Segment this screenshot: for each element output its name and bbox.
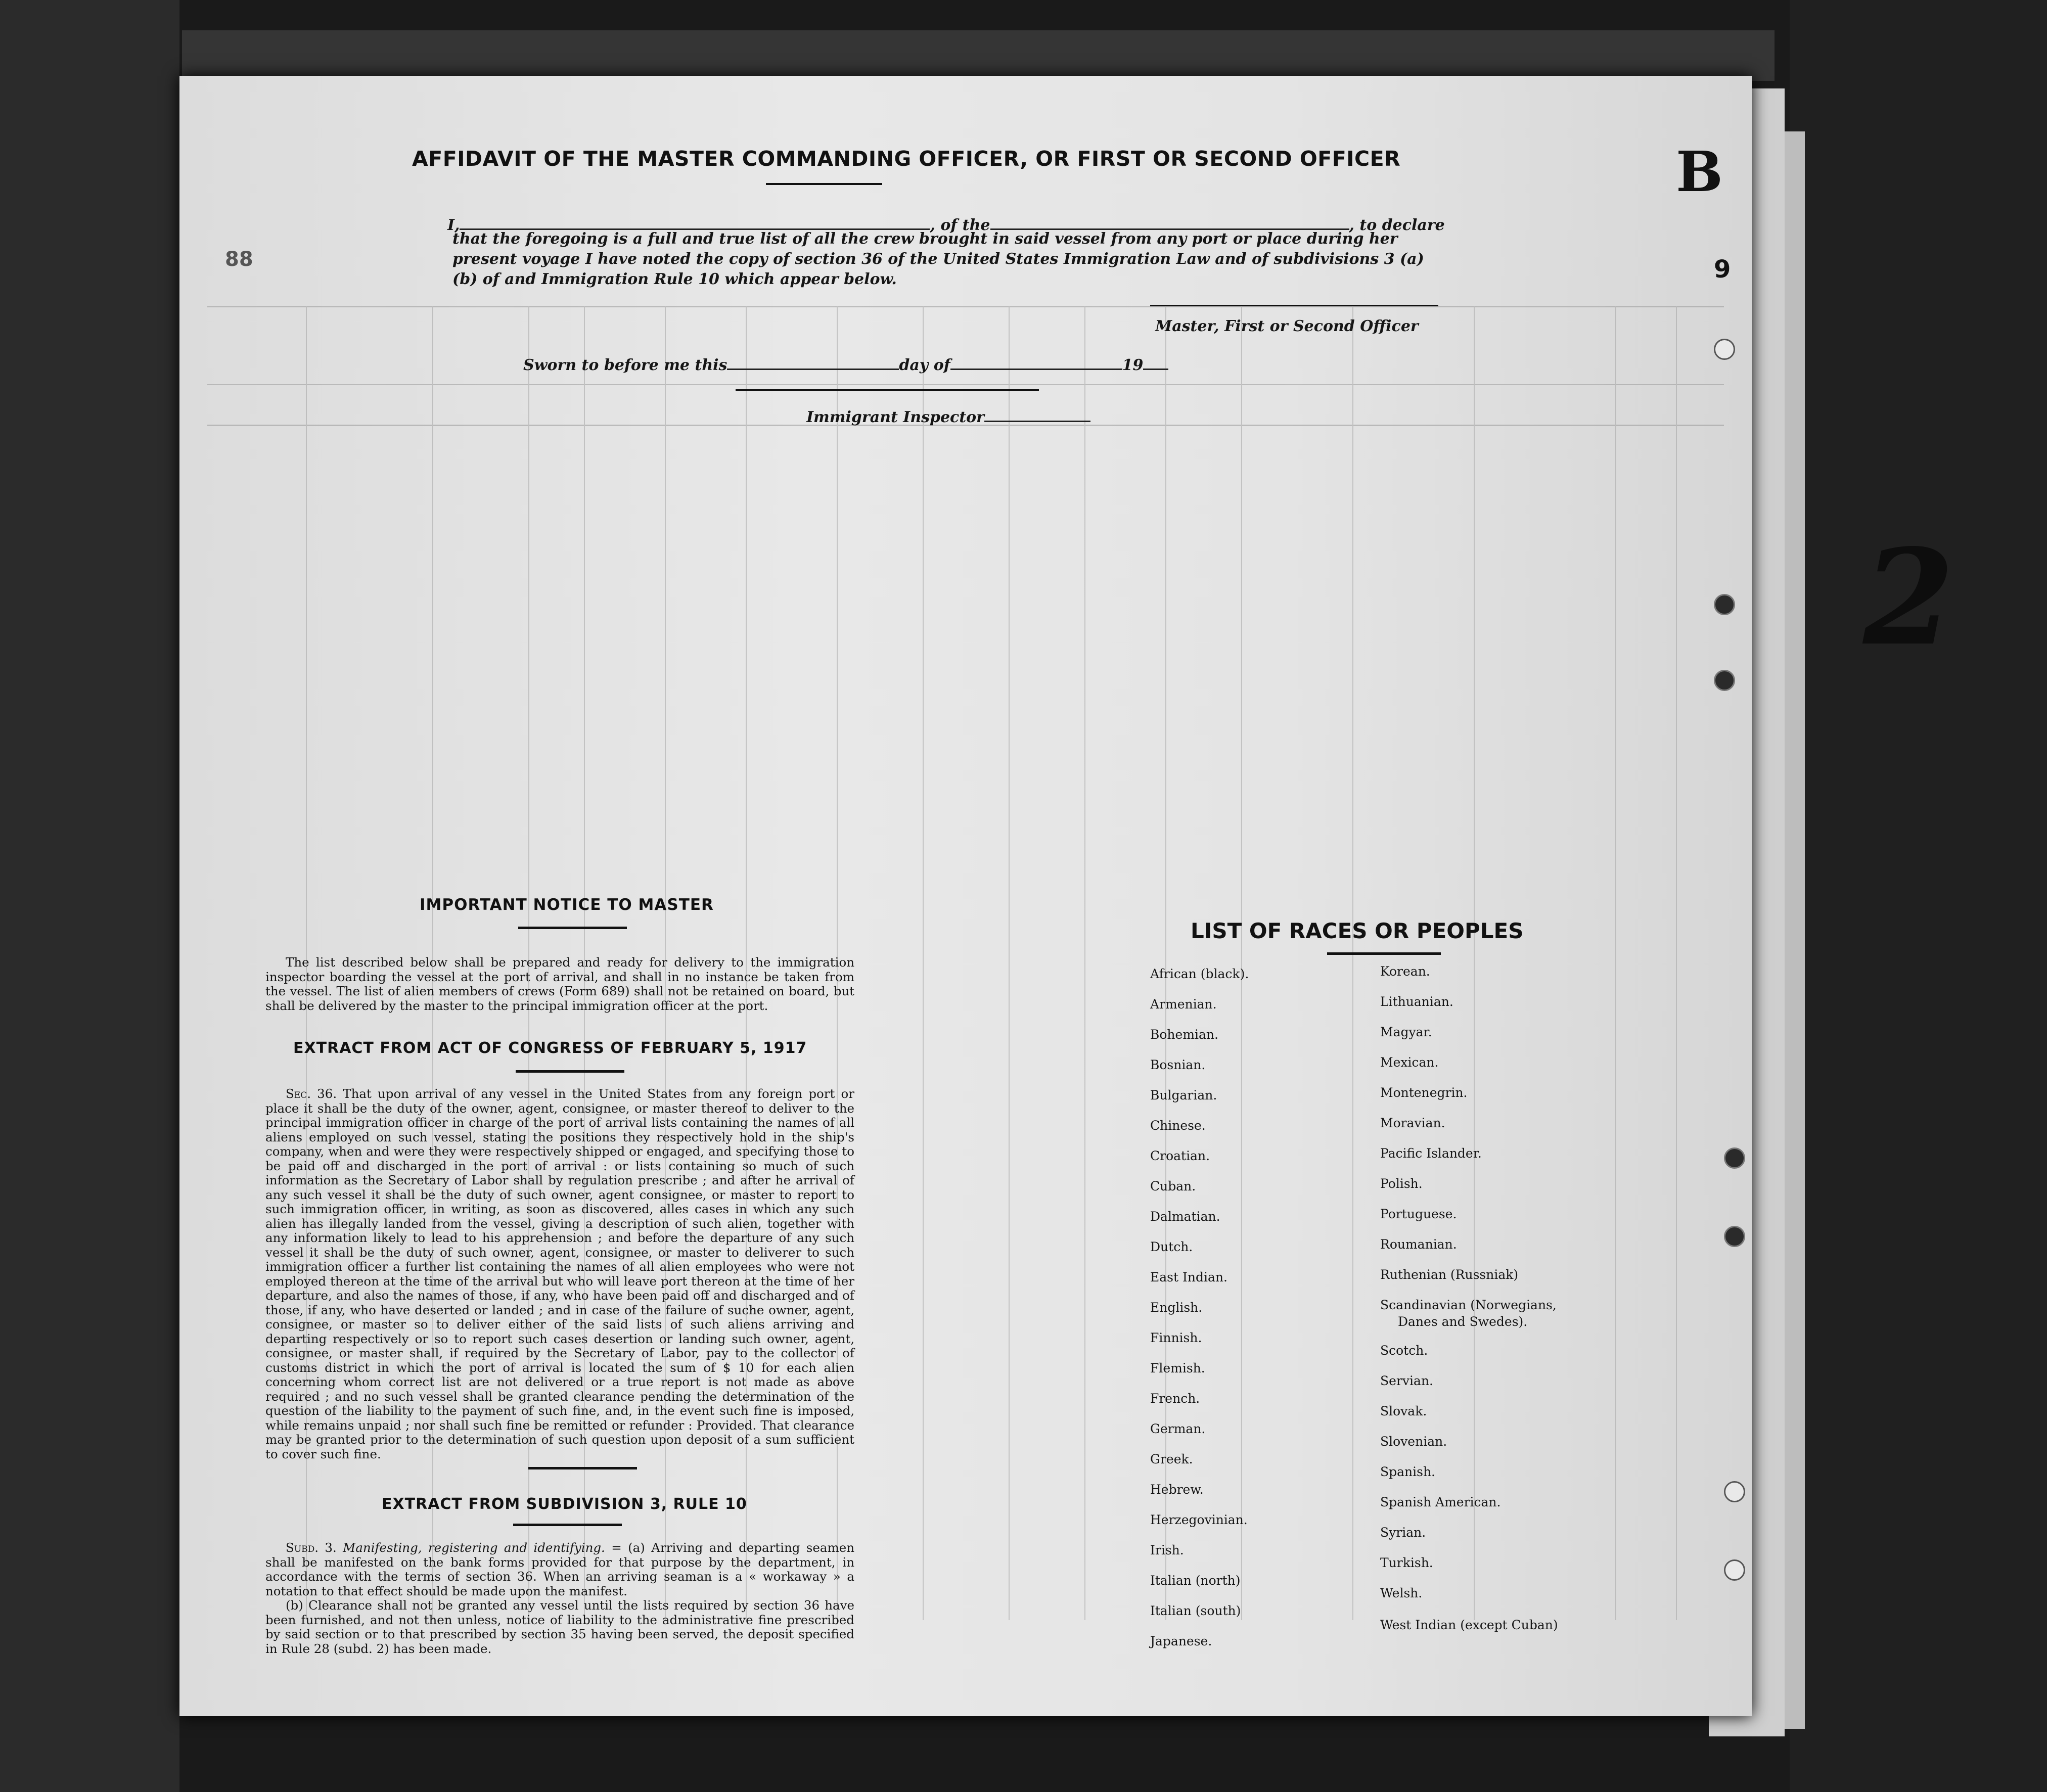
sworn-year-field[interactable] xyxy=(1143,369,1168,370)
corner-letter-stamp: B xyxy=(1676,139,1723,204)
act-paragraph xyxy=(265,1087,854,1461)
race-item: Servian. xyxy=(1380,1373,1433,1388)
handwritten-number: 2 xyxy=(1863,521,1954,675)
race-item: Italian (south) xyxy=(1150,1603,1241,1618)
race-item: Pacific Islander. xyxy=(1380,1146,1482,1161)
sec-36-label: Sec. 36. xyxy=(286,1086,337,1101)
race-item: Herzegovinian. xyxy=(1150,1512,1248,1527)
sworn-day-field[interactable] xyxy=(727,369,899,370)
inspector-line xyxy=(806,408,1090,426)
race-item: Korean. xyxy=(1380,964,1430,979)
race-item: Chinese. xyxy=(1150,1118,1206,1133)
scanner-bed-left xyxy=(0,0,179,1792)
binder-hole xyxy=(1714,670,1735,691)
race-item: Slovak. xyxy=(1380,1404,1427,1418)
scanner-bed-right xyxy=(1790,0,2047,1792)
races-title: LIST OF RACES OR PEOPLES xyxy=(1191,918,1524,943)
race-item: Greek. xyxy=(1150,1452,1193,1466)
sec-36-text: That upon arrival of any vessel in the United States from any foreign port or place it shall be the duty of the owner, agent, consignee, or master thereof to deliver to the principal immigration officer in charge of the port of arrival lists containing the names of all aliens employed on such vessel, stating the positions they respectively hold in the ship's company, when and were they were respectively shipped or engaged, and specifying those to be paid off and discharged in the port of arrival : or lists containing so much of such information as the Secretary of Labor shall by regulation prescribe ; and after he arrival of any such vessel it shall be the duty of such owner, agent consignee, or master to report to such immigration officer, in writing, as soon as discovered, alles cases in which any such alien has illegally landed from the vessel, giving a description of such alien, together with any information likely to lead to his apprehension ; and before the departure of any such vessel it shall be the duty of such owner, agent, consignee, or master to deliverer to such immigration officer a further list containing the names of all alien employees who were not employed thereon at the time of the arrival but who will leave port thereon at the time of her departure, and also the names of those, if any, who have been paid off and discharged and of those, if any, who have deserted or landed ; and in case of the failure of suche owner, agent, consignee, or master so to deliver either of the said lists of such aliens arriving and departing respectively or so to report such cases desertion or landing such owner, agent, consignee, or master shall, if required by the Secretary of Labor, pay to the collector of customs district in which the port of arrival is located the sum of $ 10 for each alien concerning whom correct list are not delivered or a true report is not made as above required ; and no such vessel shall be granted clearance pending the determination of the question of the liability to the payment of such fine, and, in the event such fine is imposed, while remains unpaid ; nor shall such fine be remitted or refunder : Provided. That clearance may be granted prior to the determination of such question upon deposit of a sum sufficient to cover such fine. xyxy=(265,1086,854,1461)
subd-3-text: = (a) Arriving and departing seamen shall be manifested on the bank forms provided for that purpose by the department, in accordance with the terms of section 36. When an arriving seaman is a « workaway » a notation to that effect should be made upon the manifest. xyxy=(265,1540,854,1598)
inspector-signature-line[interactable] xyxy=(736,389,1039,391)
subd-b-label: (b) xyxy=(286,1598,303,1613)
race-item: Syrian. xyxy=(1380,1525,1426,1540)
race-item: French. xyxy=(1150,1391,1200,1406)
act-extract-title: EXTRACT FROM ACT OF CONGRESS OF FEBRUARY 5, 1917 xyxy=(293,1039,807,1057)
race-item: Dutch. xyxy=(1150,1239,1193,1254)
race-item: East Indian. xyxy=(1150,1270,1227,1284)
affidavit-line-3: present voyage I have noted the copy of section 36 of the United States Immigration Law and of subdivisions 3 (a) xyxy=(452,250,1424,268)
race-item: Scotch. xyxy=(1380,1343,1428,1358)
race-item: Spanish. xyxy=(1380,1464,1436,1479)
binder-hole xyxy=(1724,1481,1745,1502)
notice-rule xyxy=(518,927,627,929)
signature-line[interactable] xyxy=(1150,305,1438,306)
race-item: Irish. xyxy=(1150,1543,1184,1557)
race-item: West Indian (except Cuban) xyxy=(1380,1618,1558,1632)
affidavit-title: AFFIDAVIT OF THE MASTER COMMANDING OFFICER, OR FIRST OR SECOND OFFICER xyxy=(412,147,1401,171)
day-of-label: day of xyxy=(899,356,950,374)
race-item: Spanish American. xyxy=(1380,1495,1501,1509)
inspector-label: Immigrant Inspector xyxy=(806,408,984,426)
race-item: Hebrew. xyxy=(1150,1482,1204,1497)
race-item: Bosnian. xyxy=(1150,1058,1206,1072)
binder-hole xyxy=(1724,1559,1745,1581)
binder-hole xyxy=(1724,1226,1745,1247)
race-item: Scandinavian (Norwegians, xyxy=(1380,1298,1557,1312)
subd-3-label: Subd. 3. xyxy=(286,1540,337,1555)
notice-title: IMPORTANT NOTICE TO MASTER xyxy=(420,896,714,914)
race-item: Polish. xyxy=(1380,1176,1423,1191)
declare-label: , to declare xyxy=(1349,216,1445,234)
notice-text: The list described below shall be prepared and ready for delivery to the immigration inspector boarding the vessel at the port of arrival, and shall in no instance be taken from the vessel. The list of alien members of crews (Form 689) shall not be retained on board, but shall be delivered by the master to the principal immigration officer at the port. xyxy=(265,955,854,1013)
sworn-label: Sworn to before me this xyxy=(523,356,727,374)
affidavit-line-4: (b) of and Immigration Rule 10 which appear below. xyxy=(452,270,897,288)
binder-hole xyxy=(1714,594,1735,615)
race-item: Welsh. xyxy=(1380,1586,1423,1600)
affidavit-page xyxy=(179,76,1954,1716)
race-item: Ruthenian (Russniak) xyxy=(1380,1267,1519,1282)
race-item: German. xyxy=(1150,1421,1206,1436)
margin-number-right: 9 xyxy=(1714,255,1731,284)
race-item: Montenegrin. xyxy=(1380,1085,1468,1100)
sworn-month-field[interactable] xyxy=(950,369,1122,370)
of-the-label: , of the xyxy=(930,216,990,234)
race-item: Japanese. xyxy=(1150,1634,1212,1648)
year-prefix: 19 xyxy=(1122,356,1144,374)
race-item: Slovenian. xyxy=(1380,1434,1447,1449)
affidavit-line-2: that the foregoing is a full and true list of all the crew brought in said vessel from any port or place during her xyxy=(452,230,1398,248)
race-item: English. xyxy=(1150,1300,1203,1315)
signature-label: Master, First or Second Officer xyxy=(1155,317,1419,335)
race-item: Mexican. xyxy=(1380,1055,1439,1070)
race-item: Magyar. xyxy=(1380,1025,1432,1039)
act-rule xyxy=(516,1070,624,1073)
race-item: Bohemian. xyxy=(1150,1027,1218,1042)
race-item: Dalmatian. xyxy=(1150,1209,1220,1224)
race-item: Croatian. xyxy=(1150,1148,1210,1163)
race-item: Italian (north) xyxy=(1150,1573,1241,1588)
inspector-name-field[interactable] xyxy=(984,421,1090,422)
binder-hole xyxy=(1724,1147,1745,1169)
race-item: Moravian. xyxy=(1380,1116,1445,1130)
binder-hole xyxy=(1714,339,1735,360)
race-item: Flemish. xyxy=(1150,1361,1205,1375)
races-rule xyxy=(1327,952,1441,955)
act-end-rule xyxy=(528,1467,637,1469)
bleed-through-table xyxy=(179,76,1752,1716)
race-item: Portuguese. xyxy=(1380,1207,1457,1221)
race-item: Lithuanian. xyxy=(1380,994,1453,1009)
sworn-line xyxy=(523,356,1168,374)
race-item: Turkish. xyxy=(1380,1555,1433,1570)
rule-paragraph xyxy=(265,1541,854,1656)
race-item: Bulgarian. xyxy=(1150,1088,1217,1102)
title-underline xyxy=(766,183,882,185)
race-item: Finnish. xyxy=(1150,1330,1202,1345)
race-item: Roumanian. xyxy=(1380,1237,1457,1252)
rule-extract-title: EXTRACT FROM SUBDIVISION 3, RULE 10 xyxy=(382,1495,747,1513)
race-item: Cuban. xyxy=(1150,1179,1196,1193)
declarant-prefix: I, xyxy=(447,216,460,234)
subd-3-heading: Manifesting, registering and identifying. xyxy=(343,1540,605,1555)
race-item: Armenian. xyxy=(1150,997,1217,1012)
underlying-sheet-top xyxy=(182,30,1775,81)
notice-paragraph xyxy=(265,955,854,1013)
subd-b-text: Clearance shall not be granted any vessel until the lists required by section 36 have been furnished, and not then unless, notice of liability to the administrative fine prescribed by said section or to that prescribed by section 35 having been served, the deposit specified in Rule 28 (subd. 2) has been made. xyxy=(265,1598,854,1656)
race-item: African (black). xyxy=(1150,967,1249,981)
rule-rule xyxy=(513,1524,622,1526)
margin-number-left: 88 xyxy=(225,248,253,271)
race-item: Danes and Swedes). xyxy=(1398,1314,1528,1329)
